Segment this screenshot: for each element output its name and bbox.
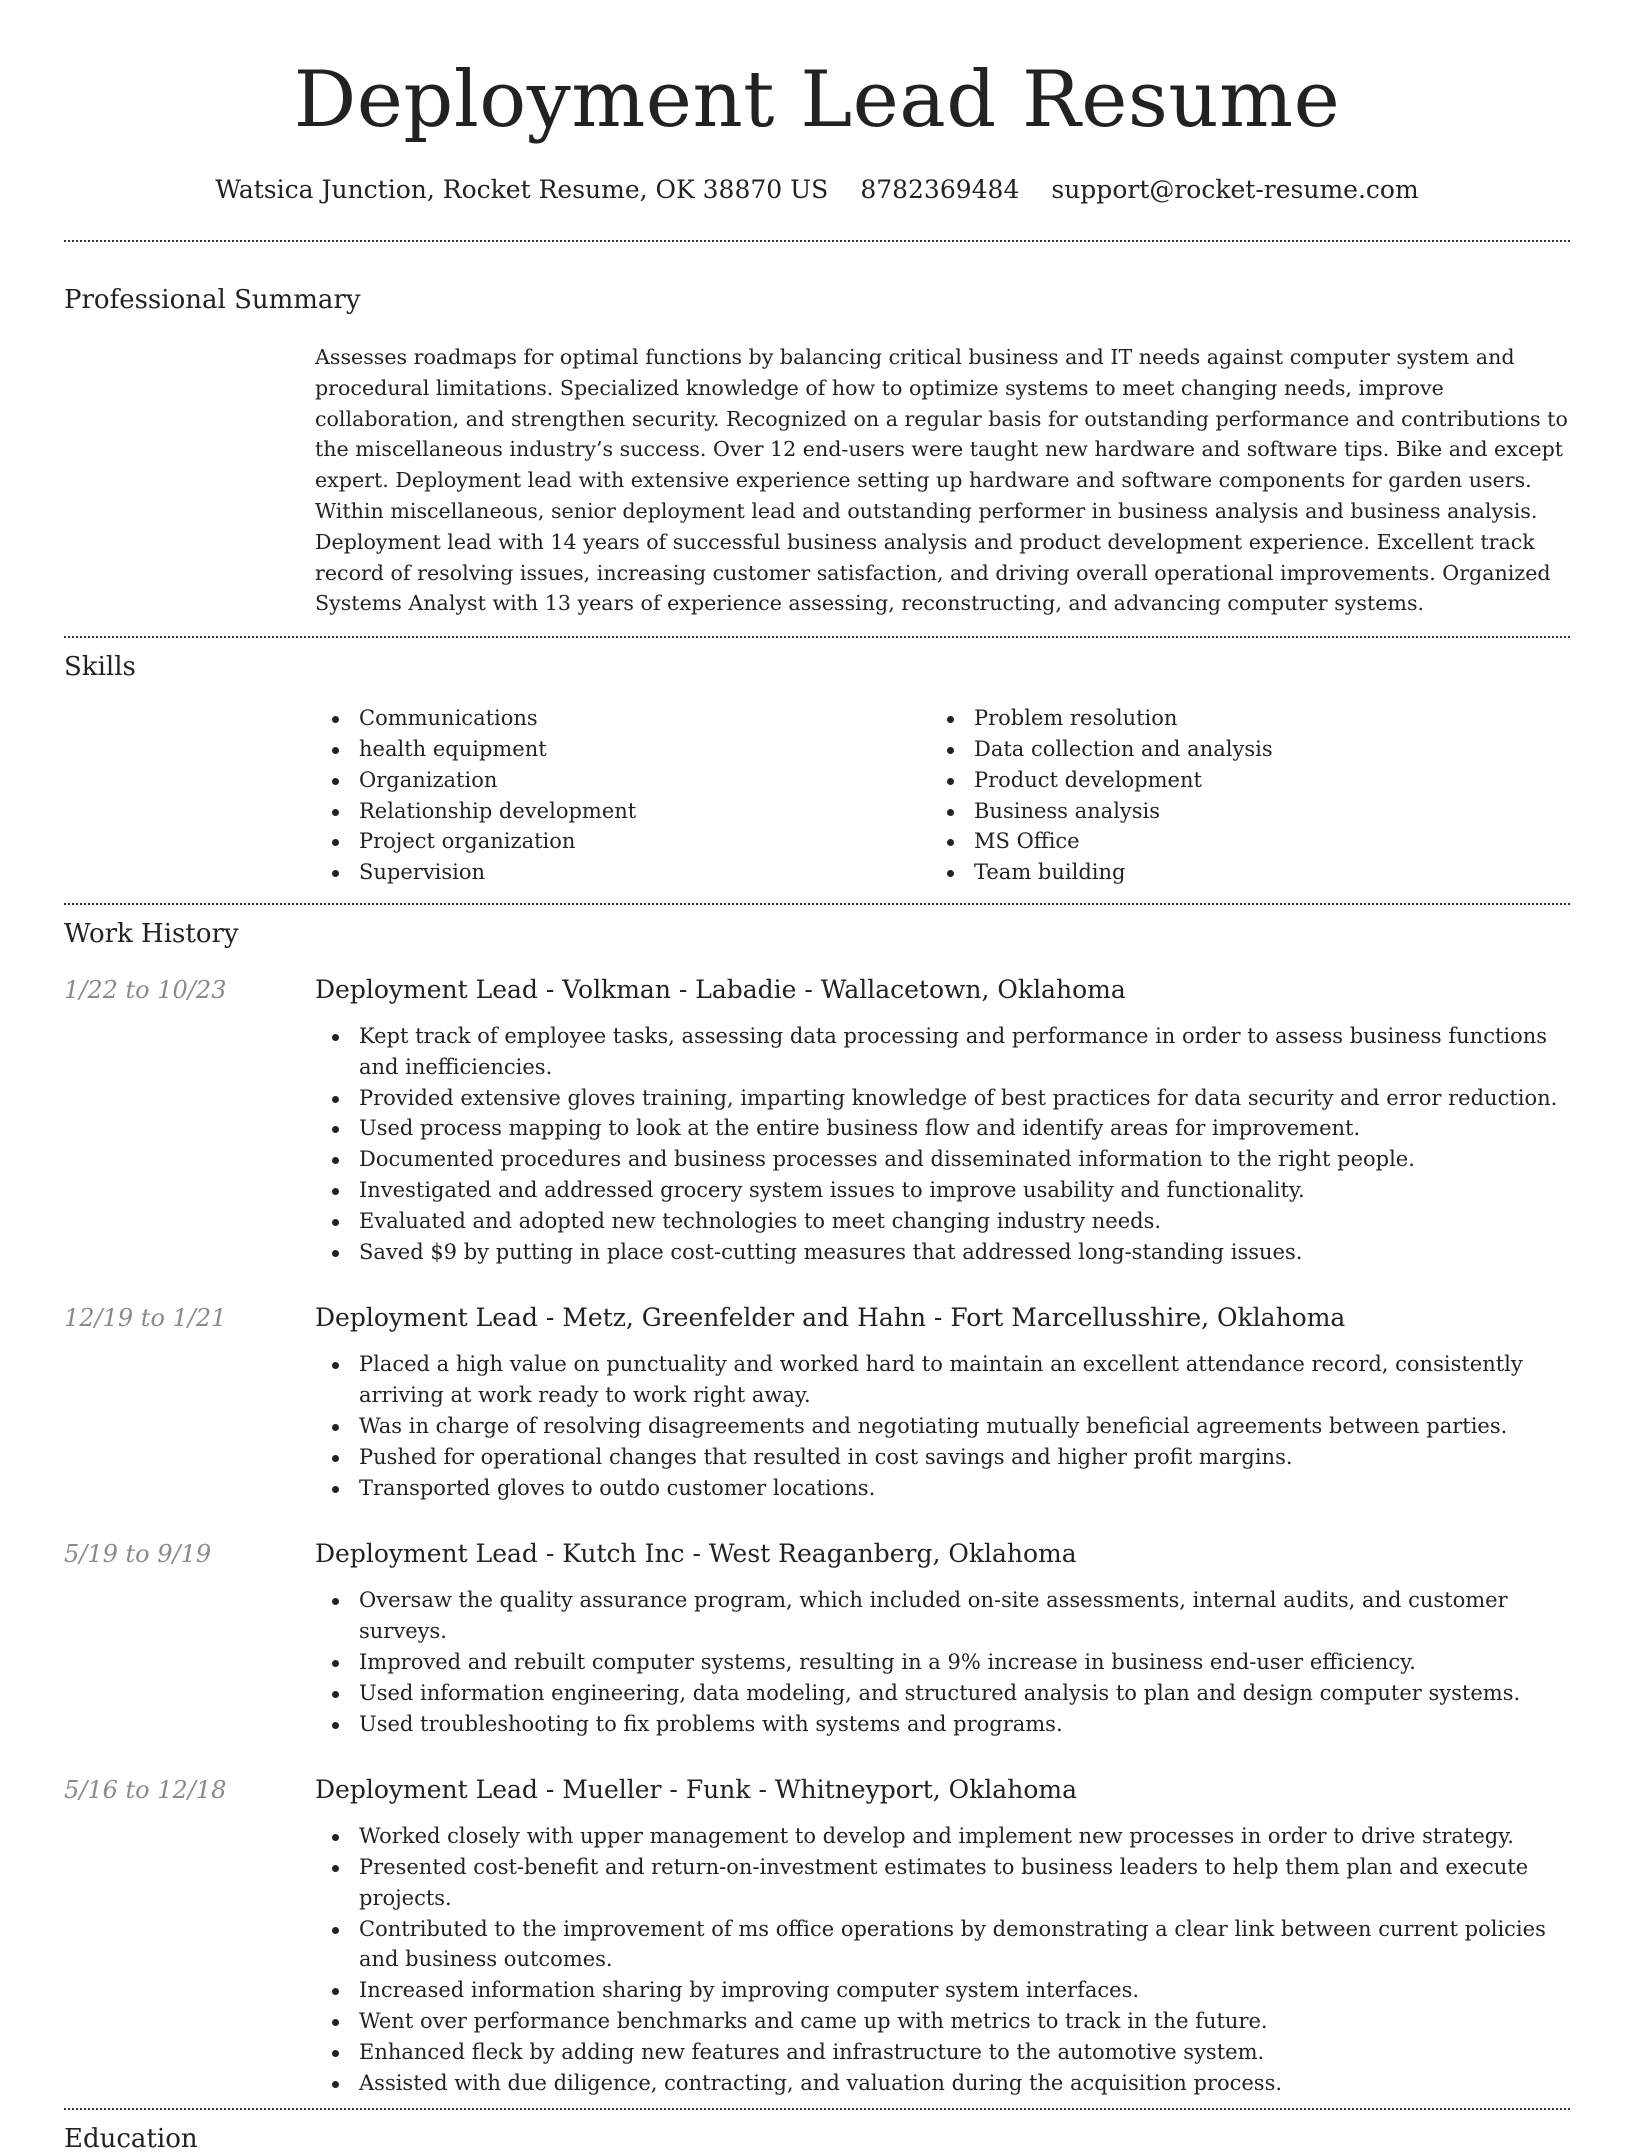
skills-section — [64, 650, 1570, 888]
job-bullet: Saved $9 by putting in place cost-cutting measures that addressed long-standing issues. — [315, 1237, 1570, 1268]
section-divider — [64, 903, 1570, 905]
job-bullet: Was in charge of resolving disagreements and negotiating mutually beneficial agreements between parties. — [315, 1411, 1570, 1442]
skill-item: Data collection and analysis — [930, 734, 1545, 765]
skills-column-right — [930, 703, 1545, 888]
job-bullet: Went over performance benchmarks and came up with metrics to track in the future. — [315, 2006, 1570, 2037]
job-bullet: Kept track of employee tasks, assessing data processing and performance in order to assess business functions and inefficiencies. — [315, 1021, 1570, 1083]
job-bullet: Transported gloves to outdo customer locations. — [315, 1473, 1570, 1504]
resume-page — [64, 0, 1570, 2156]
contact-phone: 8782369484 — [860, 175, 1020, 204]
job-bullet: Worked closely with upper management to develop and implement new processes in order to drive strategy. — [315, 1821, 1570, 1852]
job-bullet: Investigated and addressed grocery system issues to improve usability and functionality. — [315, 1175, 1570, 1206]
job-bullets — [315, 1349, 1570, 1503]
job-bullet: Contributed to the improvement of ms office operations by demonstrating a clear link between current policies and business outcomes. — [315, 1914, 1570, 1976]
job-entry — [64, 1301, 1570, 1503]
job-bullet: Improved and rebuilt computer systems, resulting in a 9% increase in business end-user efficiency. — [315, 1647, 1570, 1678]
job-bullet: Assisted with due diligence, contracting, and valuation during the acquisition process. — [315, 2068, 1570, 2099]
job-bullets — [315, 1585, 1570, 1739]
job-date: 5/19 to 9/19 — [64, 1540, 212, 1569]
skill-item: MS Office — [930, 826, 1545, 857]
skill-item: health equipment — [315, 734, 930, 765]
job-bullet: Presented cost-benefit and return-on-investment estimates to business leaders to help them plan and execute projects. — [315, 1852, 1570, 1914]
job-bullet: Used information engineering, data modeling, and structured analysis to plan and design computer systems. — [315, 1678, 1570, 1709]
job-date: 5/16 to 12/18 — [64, 1776, 227, 1805]
job-bullets — [315, 1821, 1570, 2098]
skill-item: Business analysis — [930, 796, 1545, 827]
job-entry — [64, 973, 1570, 1267]
work-history-section — [64, 917, 1570, 2099]
skill-item: Project organization — [315, 826, 930, 857]
job-heading: Deployment Lead - Kutch Inc - West Reaganberg, Oklahoma — [315, 1539, 1077, 1569]
professional-summary-section — [64, 283, 1570, 619]
skill-item: Relationship development — [315, 796, 930, 827]
job-entry — [64, 1773, 1570, 2098]
job-bullet: Documented procedures and business processes and disseminated information to the right people. — [315, 1144, 1570, 1175]
job-bullet: Increased information sharing by improving computer system interfaces. — [315, 1975, 1570, 2006]
section-title-summary: Professional Summary — [64, 285, 361, 315]
job-date: 12/19 to 1/21 — [64, 1304, 227, 1333]
education-section — [64, 2122, 1570, 2156]
section-divider — [64, 2108, 1570, 2110]
skill-item: Product development — [930, 765, 1545, 796]
job-bullet: Enhanced fleck by adding new features and infrastructure to the automotive system. — [315, 2037, 1570, 2068]
job-heading: Deployment Lead - Volkman - Labadie - Wallacetown, Oklahoma — [315, 974, 1126, 1004]
section-divider — [64, 240, 1570, 242]
contact-line — [64, 174, 1570, 206]
summary-text: Assesses roadmaps for optimal functions by balancing critical business and IT needs against computer system and procedural limitations. Specialized knowledge of how to optimize systems to meet changing needs, improve collaboration, and strengthen security. Recognized on a regular basis for outstanding performance and contributions to the miscellaneous industry’s success. Over 12 end-users were taught new hardware and software tips. Bike and except expert. Deployment lead with extensive experience setting up hardware and software components for garden users. Within miscellaneous, senior deployment lead and outstanding performer in business analysis and business analysis. Deployment lead with 14 years of successful business analysis and product development experience. Excellent track record of resolving issues, increasing customer satisfaction, and driving overall operational improvements. Organized Systems Analyst with 13 years of experience assessing, reconstructing, and advancing computer systems. — [315, 345, 1568, 616]
resume-header — [64, 0, 1570, 206]
page-title: Deployment Lead Resume — [293, 55, 1341, 145]
job-bullet: Provided extensive gloves training, imparting knowledge of best practices for data security and error reduction. — [315, 1083, 1570, 1114]
section-title-work: Work History — [64, 918, 239, 949]
job-bullets — [315, 1021, 1570, 1267]
job-entry — [64, 1537, 1570, 1739]
skills-grid — [315, 703, 1570, 888]
section-title-education: Education — [64, 2124, 198, 2155]
contact-email: support@rocket-resume.com — [1051, 175, 1419, 204]
skill-item: Organization — [315, 765, 930, 796]
skills-column-left — [315, 703, 930, 888]
job-heading: Deployment Lead - Mueller - Funk - Whitneyport, Oklahoma — [315, 1775, 1077, 1805]
skill-item: Team building — [930, 857, 1545, 888]
skill-item: Supervision — [315, 857, 930, 888]
job-bullet: Pushed for operational changes that resulted in cost savings and higher profit margins. — [315, 1442, 1570, 1473]
skill-item: Problem resolution — [930, 703, 1545, 734]
job-bullet: Oversaw the quality assurance program, which included on-site assessments, internal audits, and customer surveys. — [315, 1585, 1570, 1647]
job-bullet: Placed a high value on punctuality and worked hard to maintain an excellent attendance record, consistently arriving at work ready to work right away. — [315, 1349, 1570, 1411]
job-bullet: Used process mapping to look at the entire business flow and identify areas for improvement. — [315, 1113, 1570, 1144]
section-divider — [64, 636, 1570, 638]
contact-address: Watsica Junction, Rocket Resume, OK 38870 US — [215, 175, 829, 204]
job-bullet: Used troubleshooting to fix problems with systems and programs. — [315, 1709, 1570, 1740]
skill-item: Communications — [315, 703, 930, 734]
section-title-skills: Skills — [64, 652, 136, 683]
job-heading: Deployment Lead - Metz, Greenfelder and Hahn - Fort Marcellusshire, Oklahoma — [315, 1303, 1346, 1333]
job-bullet: Evaluated and adopted new technologies to meet changing industry needs. — [315, 1206, 1570, 1237]
job-date: 1/22 to 10/23 — [64, 975, 227, 1004]
